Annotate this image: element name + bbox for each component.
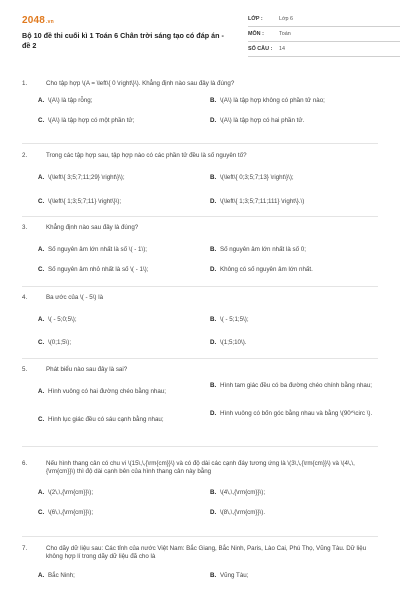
option-text: Số nguyên âm nhỏ nhất là số \( - 1\); xyxy=(48,266,149,274)
question-number: 1. xyxy=(22,80,28,87)
page-title: Bộ 10 đề thi cuối kì 1 Toán 6 Chân trời sáng tạo có đáp án - đề 2 xyxy=(22,31,224,50)
option-a[interactable] xyxy=(38,572,210,580)
option-c[interactable] xyxy=(38,339,210,347)
option-a[interactable] xyxy=(38,97,210,105)
question-text: Cho tập hợp \(A = \left\{ 0 \right\}\). Khẳng định nào sau đây là đúng? xyxy=(46,80,235,87)
option-letter: B. xyxy=(210,316,217,324)
question-text: Nếu hình thang cân có chu vi \(15\,\,{\rm{cm}}\) và có độ dài các cạnh đáy tương ứng là \(3\,\,{\rm{cm}}\) và \(4\,\,{\rm{cm}}\) thì độ dài cạnh bên của hình thang cân này bằng xyxy=(46,460,355,476)
question-stem xyxy=(22,224,378,232)
question-number: 2. xyxy=(22,152,28,159)
question-4 xyxy=(22,294,378,359)
question-5 xyxy=(22,366,378,432)
question-divider xyxy=(22,446,378,447)
question-number: 4. xyxy=(22,294,28,301)
option-c[interactable] xyxy=(38,117,210,125)
question-number: 3. xyxy=(22,224,28,231)
option-row xyxy=(22,174,378,194)
option-text: \(A\) là tập hợp có một phần tử; xyxy=(48,117,135,125)
info-row-subject xyxy=(248,27,400,42)
question-2 xyxy=(22,152,378,218)
option-text: \( - 5;1;5\); xyxy=(220,316,249,324)
option-row xyxy=(22,489,378,509)
option-text: Bắc Ninh; xyxy=(48,571,75,579)
info-value: Toán xyxy=(279,31,291,37)
info-label: SỐ CÂU : xyxy=(248,46,273,52)
option-letter: A. xyxy=(38,97,45,105)
info-row-class xyxy=(248,12,400,27)
option-letter: A. xyxy=(38,388,45,396)
option-text: Hình vuông có bốn góc bằng nhau và bằng \(90^\circ \). xyxy=(220,410,373,418)
question-number: 5. xyxy=(22,366,28,373)
question-3 xyxy=(22,224,378,286)
option-b[interactable] xyxy=(210,174,382,182)
question-stem xyxy=(22,80,378,88)
option-d[interactable] xyxy=(210,339,382,347)
option-text: \(\left\{ 1;3;5;7;11} \right\}\); xyxy=(48,198,122,206)
option-text: \(A\) là tập hợp có hai phần tử. xyxy=(220,117,305,125)
question-divider xyxy=(22,216,378,217)
option-text: \(8\,\,{\rm{cm}}\). xyxy=(220,508,266,516)
option-text: \(2\,\,{\rm{cm}}\); xyxy=(48,488,94,496)
info-value: 14 xyxy=(279,46,285,52)
question-7 xyxy=(22,545,378,592)
header xyxy=(22,12,378,64)
option-text: Hình lục giác đều có sáu cạnh bằng nhau; xyxy=(48,416,164,424)
option-text: Hình vuông có hai đường chéo bằng nhau; xyxy=(48,388,166,396)
option-letter: C. xyxy=(38,266,45,274)
question-divider xyxy=(22,536,378,537)
info-label: MÔN : xyxy=(248,31,264,37)
option-text: \(\left\{ 1;3;5;7;11;111} \right\}.\) xyxy=(220,198,305,206)
option-letter: B. xyxy=(210,246,217,254)
option-text: \(\left\{ 0;3;5;7;13} \right\}\); xyxy=(220,174,294,182)
option-d[interactable] xyxy=(210,117,382,125)
option-letter: D. xyxy=(210,410,217,418)
option-b[interactable] xyxy=(210,316,382,324)
question-divider xyxy=(22,286,378,287)
option-c[interactable] xyxy=(38,509,210,517)
option-letter: D. xyxy=(210,266,217,274)
option-a[interactable] xyxy=(38,246,210,254)
option-text: Số nguyên âm lớn nhất là số \( - 1\); xyxy=(48,246,147,254)
option-letter: D. xyxy=(210,117,217,125)
option-text: \(\left\{ 3;5;7;11;29} \right\}\); xyxy=(48,174,125,182)
question-stem xyxy=(22,460,378,477)
option-b[interactable] xyxy=(210,97,382,105)
option-letter: A. xyxy=(38,488,45,496)
option-letter: C. xyxy=(38,339,45,347)
option-letter: B. xyxy=(210,97,217,105)
option-letter: B. xyxy=(210,382,217,390)
option-text: \(0;1;5\); xyxy=(48,339,72,347)
option-row xyxy=(22,97,378,117)
question-number: 7. xyxy=(22,545,28,552)
option-d[interactable] xyxy=(210,410,382,418)
option-letter: B. xyxy=(210,488,217,496)
option-letter: C. xyxy=(38,416,45,424)
option-letter: D. xyxy=(210,508,217,516)
site-logo[interactable] xyxy=(22,14,54,28)
option-text: Không có số nguyên âm lớn nhất. xyxy=(220,266,313,274)
info-label: LỚP : xyxy=(248,16,263,22)
question-1 xyxy=(22,80,378,137)
question-stem xyxy=(22,366,378,374)
option-text: \(1;5;10\). xyxy=(220,339,247,347)
option-row xyxy=(22,266,378,286)
option-row xyxy=(22,410,378,432)
question-number: 6. xyxy=(22,460,28,467)
option-letter: C. xyxy=(38,198,45,206)
logo-suffix: .vn xyxy=(46,19,54,25)
option-letter: A. xyxy=(38,246,45,254)
question-stem xyxy=(22,294,378,302)
option-letter: C. xyxy=(38,117,45,125)
option-d[interactable] xyxy=(210,266,382,274)
question-6 xyxy=(22,460,378,529)
option-c[interactable] xyxy=(38,416,210,424)
option-text: \(A\) là tập hợp không có phần tử nào; xyxy=(220,97,325,105)
option-letter: A. xyxy=(38,174,45,182)
option-row xyxy=(22,117,378,137)
option-text: \(6\,\,{\rm{cm}}\); xyxy=(48,508,94,516)
option-row xyxy=(22,382,378,404)
exam-info-panel xyxy=(248,12,400,57)
question-text: Khẳng định nào sau đây là đúng? xyxy=(46,224,139,231)
question-text: Cho dãy dữ liệu sau: Các tỉnh của nước Việt Nam: Bắc Giang, Bắc Ninh, Paris, Lào Cai, Phú Thọ, Vũng Tàu. Dữ liệu không hợp lí trong dãy dữ liệu đã cho là xyxy=(46,545,367,561)
option-text: Hình tam giác đều có ba đường chéo chính bằng nhau; xyxy=(220,382,372,390)
logo-text: 2048 xyxy=(22,15,46,26)
option-row xyxy=(22,316,378,336)
info-value: Lớp 6 xyxy=(279,16,294,22)
question-text: Trong các tập hợp sau, tập hợp nào có các phần tử đều là số nguyên tố? xyxy=(46,152,247,159)
option-b[interactable] xyxy=(210,572,382,580)
option-c[interactable] xyxy=(38,266,210,274)
option-row xyxy=(22,572,378,592)
option-letter: A. xyxy=(38,571,45,579)
option-letter: B. xyxy=(210,174,217,182)
option-text: \(A\) là tập rỗng; xyxy=(48,97,93,105)
option-letter: D. xyxy=(210,339,217,347)
option-text: Vũng Tàu; xyxy=(220,571,249,579)
option-c[interactable] xyxy=(38,198,210,206)
option-d[interactable] xyxy=(210,198,382,206)
option-a[interactable] xyxy=(38,489,210,497)
question-stem xyxy=(22,152,378,160)
option-a[interactable] xyxy=(38,174,210,182)
option-d[interactable] xyxy=(210,509,382,517)
option-letter: A. xyxy=(38,316,45,324)
option-row xyxy=(22,246,378,266)
option-row xyxy=(22,509,378,529)
info-row-question-count xyxy=(248,42,400,57)
option-letter: C. xyxy=(38,508,45,516)
question-divider xyxy=(22,358,378,359)
option-a[interactable] xyxy=(38,316,210,324)
question-text: Ba ước của \( - 5\) là xyxy=(46,294,104,301)
question-divider xyxy=(22,143,378,144)
option-text: \(4\,\,{\rm{cm}}\); xyxy=(220,488,266,496)
option-letter: B. xyxy=(210,571,217,579)
option-row xyxy=(22,339,378,359)
question-stem xyxy=(22,545,378,562)
option-b[interactable] xyxy=(210,246,382,254)
option-a[interactable] xyxy=(38,388,210,396)
option-b[interactable] xyxy=(210,489,382,497)
option-b[interactable] xyxy=(210,382,382,390)
option-letter: D. xyxy=(210,198,217,206)
question-text: Phát biểu nào sau đây là sai? xyxy=(46,366,128,373)
option-text: \( - 5;0;5\); xyxy=(48,316,77,324)
option-text: Số nguyên âm lớn nhất là số 0; xyxy=(220,246,306,254)
